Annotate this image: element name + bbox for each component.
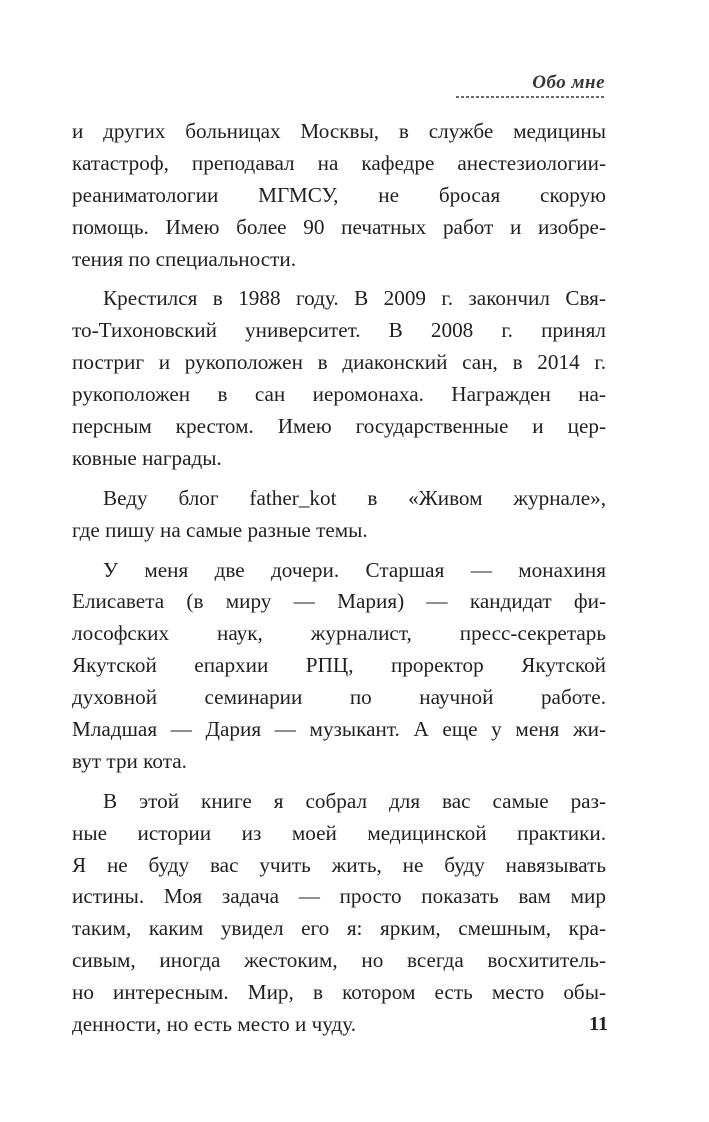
body-text xyxy=(72,116,606,1049)
text-line: Младшая — Дария — музыкант. А еще у меня жи- xyxy=(72,717,606,742)
text-line: духовной семинарии по научной работе. xyxy=(72,685,606,710)
paragraph xyxy=(72,483,606,547)
text-line: Якутской епархии РПЦ, проректор Якутской xyxy=(72,653,606,678)
text-line: сивым, иногда жестоким, но всегда восхититель- xyxy=(72,948,606,973)
text-line: вут три кота. xyxy=(72,748,187,773)
text-line: лософских наук, журналист, пресс-секретарь xyxy=(72,621,606,646)
text-line: катастроф, преподавал на кафедре анестезиологии- xyxy=(72,150,606,175)
text-line: таким, каким увидел его я: ярким, смешным, кра- xyxy=(72,916,606,941)
paragraph xyxy=(72,555,606,778)
text-line: реаниматологии МГМСУ, не бросая скорую xyxy=(72,182,606,207)
text-line: У меня две дочери. Старшая — монахиня xyxy=(103,557,606,582)
header-rule xyxy=(456,96,606,98)
text-line: то-Тихоновский университет. В 2008 г. принял xyxy=(72,318,606,343)
text-line: и других больницах Москвы, в службе медицины xyxy=(72,119,606,143)
text-line: но интересным. Мир, в котором есть место обы- xyxy=(72,980,606,1005)
text-line: ные истории из моей медицинской практики. xyxy=(72,820,606,845)
text-line: Елисавета (в миру — Мария) — кандидат фи- xyxy=(72,589,606,614)
text-line: Веду блог father_kot в «Живом журнале», xyxy=(103,485,606,510)
paragraph xyxy=(72,116,606,275)
running-header: Обо мне xyxy=(532,72,605,93)
text-line: Я не буду вас учить жить, не буду навязывать xyxy=(72,852,606,877)
text-line: тения по специальности. xyxy=(72,246,297,271)
paragraph xyxy=(72,283,606,474)
text-line: персным крестом. Имею государственные и цер- xyxy=(72,414,606,439)
page-number: 11 xyxy=(589,1013,608,1035)
text-line: где пишу на самые разные темы. xyxy=(72,517,368,542)
paragraph xyxy=(72,786,606,1041)
text-line: Крестился в 1988 году. В 2009 г. закончил Свя- xyxy=(103,286,606,311)
text-line: истины. Моя задача — просто показать вам мир xyxy=(72,884,606,909)
text-line: постриг и рукоположен в диаконский сан, в 2014 г. xyxy=(72,350,606,375)
text-line: помощь. Имею более 90 печатных работ и изобре- xyxy=(72,214,606,239)
text-line: ковные награды. xyxy=(72,445,222,470)
text-line: денности, но есть место и чуду. xyxy=(72,1012,357,1037)
text-line: рукоположен в сан иеромонаха. Награжден на- xyxy=(72,382,606,407)
text-line: В этой книге я собрал для вас самые раз- xyxy=(103,788,606,813)
